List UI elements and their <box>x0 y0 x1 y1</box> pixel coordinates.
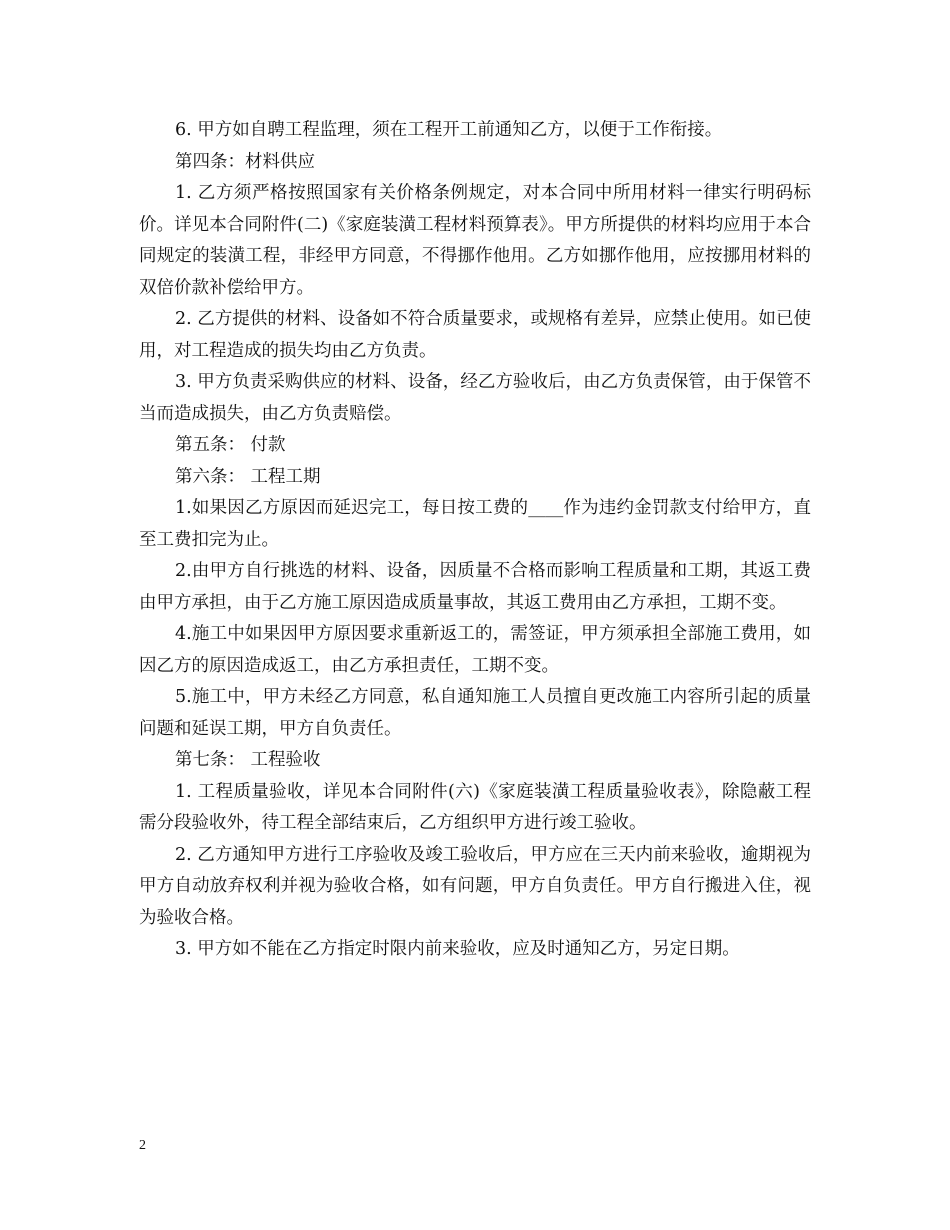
section-heading: 第六条： 工程工期 <box>175 466 321 487</box>
clause-paragraph: 1. 工程质量验收，详见本合同附件(六)《家庭装潢工程质量验收表》，除隐蔽工程需分段验收外，待工程全部结束后，乙方组织甲方进行竣工验收。 <box>139 781 811 833</box>
clause-paragraph: 6. 甲方如自聘工程监理，须在工程开工前通知乙方，以便于工作衔接。 <box>175 120 723 140</box>
clause-paragraph: 1. 乙方须严格按照国家有关价格条例规定，对本合同中所用材料一律实行明码标价。详见本合同附件(二)《家庭装潢工程材料预算表》。甲方所提供的材料均应用于本合同规定的装潢工程，非经甲方同意，不得挪作他用。乙方如挪作他用，应按挪用材料的双倍价款补偿给甲方。 <box>139 183 811 298</box>
clause-paragraph: 3. 甲方如不能在乙方指定时限内前来验收，应及时通知乙方，另定日期。 <box>175 939 740 959</box>
page-number: 2 <box>139 1138 146 1153</box>
clause-paragraph: 2.由甲方自行挑选的材料、设备，因质量不合格而影响工程质量和工期，其返工费由甲方承担，由于乙方施工原因造成质量事故，其返工费用由乙方承担，工期不变。 <box>139 561 811 613</box>
section-heading: 第七条： 工程验收 <box>175 750 321 770</box>
document-body <box>139 115 811 966</box>
clause-paragraph: 3. 甲方负责采购供应的材料、设备，经乙方验收后，由乙方负责保管，由于保管不当而造成损失，由乙方负责赔偿。 <box>139 372 811 424</box>
section-heading: 第五条： 付款 <box>175 435 286 455</box>
clause-paragraph: 2. 乙方提供的材料、设备如不符合质量要求，或规格有差异，应禁止使用。如已使用，对工程造成的损失均由乙方负责。 <box>139 309 811 361</box>
section-heading: 第四条：材料供应 <box>175 151 315 172</box>
clause-paragraph: 1.如果因乙方原因而延迟完工，每日按工费的____作为违约金罚款支付给甲方，直至工费扣完为止。 <box>139 498 811 550</box>
clause-paragraph: 2. 乙方通知甲方进行工序验收及竣工验收后，甲方应在三天内前来验收，逾期视为甲方自动放弃权利并视为验收合格，如有问题，甲方自负责任。甲方自行搬进入住，视为验收合格。 <box>139 844 811 928</box>
clause-paragraph: 4.施工中如果因甲方原因要求重新返工的，需签证，甲方须承担全部施工费用，如因乙方的原因造成返工，由乙方承担责任，工期不变。 <box>139 624 811 676</box>
clause-paragraph: 5.施工中，甲方未经乙方同意，私自通知施工人员擅自更改施工内容所引起的质量问题和延误工期，甲方自负责任。 <box>139 687 811 739</box>
